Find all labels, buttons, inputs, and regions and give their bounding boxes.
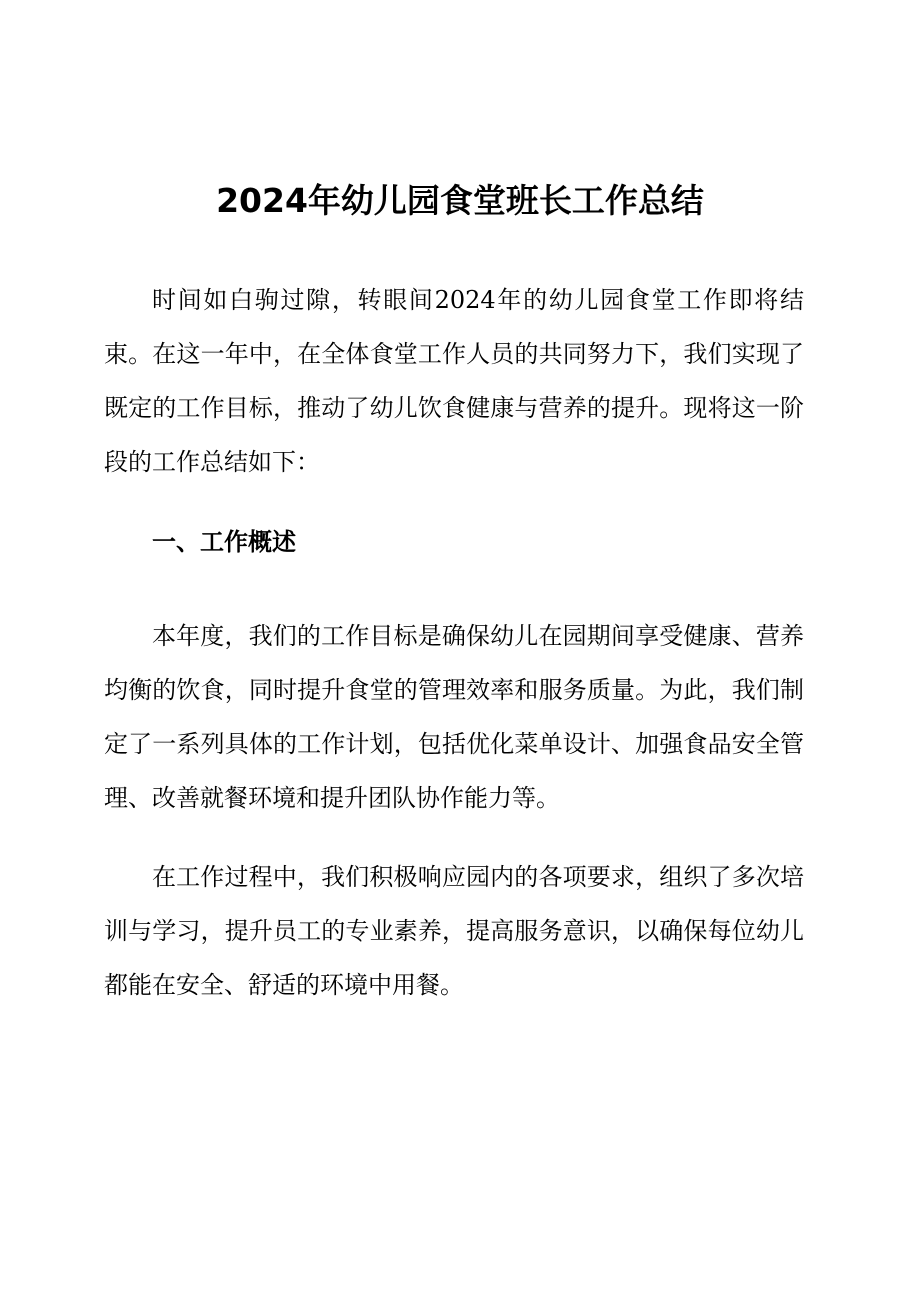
section-heading: 一、工作概述	[152, 527, 296, 556]
document-title: 2024年幼儿园食堂班长工作总结	[216, 181, 704, 220]
intro-paragraph: 时间如白驹过隙，转眼间2024年的幼儿园食堂工作即将结束。在这一年中，在全体食堂工作人员的共同努力下，我们实现了既定的工作目标，推动了幼儿饮食健康与营养的提升。现将这一阶段的工作总结如下：	[104, 286, 804, 476]
overview-paragraph: 本年度，我们的工作目标是确保幼儿在园期间享受健康、营养均衡的饮食，同时提升食堂的管理效率和服务质量。为此，我们制定了一系列具体的工作计划，包括优化菜单设计、加强食品安全管理、改善就餐环境和提升团队协作能力等。	[104, 622, 804, 812]
process-paragraph: 在工作过程中，我们积极响应园内的各项要求，组织了多次培训与学习，提升员工的专业素养，提高服务意识，以确保每位幼儿都能在安全、舒适的环境中用餐。	[104, 863, 804, 999]
